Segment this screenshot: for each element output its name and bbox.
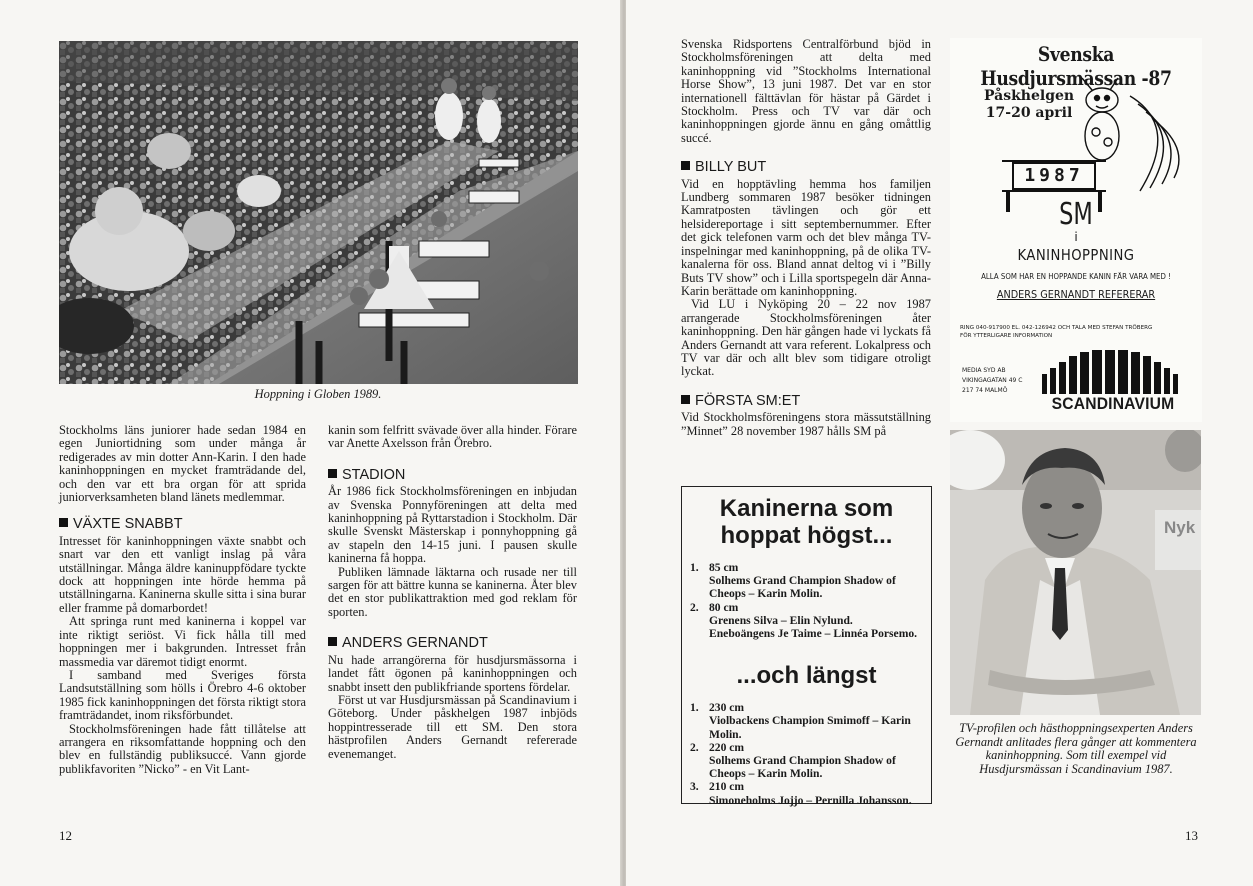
square-bullet-icon (59, 518, 68, 527)
intro-paragraph: Stockholms läns juniorer hade sedan 1984 en egen Juniortidning som under många år redigerades av min dotter Ann-Karin. I den hade kaninhoppningen en mycket framträdande del, och den var ett bra organ för att sprida juniorverksamheten bland länets medlemmar. (59, 423, 306, 505)
square-bullet-icon (681, 395, 690, 404)
poster-event: KANINHOPPNING (1017, 246, 1135, 264)
poster-dates: Påskhelgen 17-20 april (984, 88, 1075, 121)
poster-sm: SM (1059, 197, 1093, 232)
poster-contact: RING 040-917900 EL. 042-126942 OCH TALA MED STEFAN TRÖBERG FÖR YTTERLIGARE INFORMATION (960, 325, 1153, 339)
sign-rail (1002, 160, 1106, 162)
list-item: 3. 210 cm Simoneholms Jojjo – Pernilla Johansson. (690, 780, 912, 807)
results-box (681, 486, 932, 807)
poster-organizer: MEDIA SYD AB VIKINGAGATAN 49 C 217 74 MALMÖ (962, 367, 1023, 394)
poster-line1: ALLA SOM HAR EN HOPPANDE KANIN FÅR VARA MED ! (981, 272, 1171, 281)
section-heading-anders-gernandt: ANDERS GERNANDT (328, 637, 577, 650)
results-list-high (682, 561, 931, 640)
section-heading-billy-but: BILLY BUT (681, 161, 931, 174)
photo-caption-gernandt: TV-profilen och hästhoppningsexperten Anders Gernandt anlitades flera gånger att kommentera kaninhoppning. Som till exempel vid Husdjursmässan i Scandinavium 1987. (955, 721, 1197, 776)
paragraph: Vid en hopptävling hemma hos familjen Lundberg sommaren 1987 besöker tidningen Kamratposten tävlingen och gör ett helsidereportage i sitt septembernummer. Efter det gick telefonen varm och det blev många TV-inspelningar med kaninhoppning, på de olika TV-kanalerna för oss. Bland annat deltog vi i ”Billy Buts TV show” och i Lilla sportspegeln där Anna-Karin berättade om kaninhoppning. (681, 176, 931, 298)
left-column-1 (59, 424, 306, 776)
paragraph: Intresset för kaninhoppningen växte snabbt och snart var den ett vanligt inslag på våra utställningar. Många äldre kaninuppfödare tyckte dock att hoppningen inte hörde hemma på utställningarna. Kaninerna skulle sitta i sina burar eller framme på domarbordet! (59, 533, 306, 615)
paragraph: Vid Stockholmsföreningens stora mässutställning ”Minnet” 28 november 1987 hålls SM på (681, 410, 931, 438)
paragraph: Att springa runt med kaninerna i koppel var inte riktigt seriöst. Vi fick hålla till med hoppningen mer i bakgrunden. Intresset från massmedia var däremot tidigt enormt. (59, 614, 306, 669)
scandinavium-building-icon (1040, 344, 1180, 394)
sign-year: 1987 (1024, 165, 1084, 186)
square-bullet-icon (328, 637, 337, 646)
list-item: 2. 220 cm Solhems Grand Champion Shadow of Cheops – Karin Molin. (690, 740, 896, 781)
paragraph: I samband med Sveriges första Landsutställning som hölls i Örebro 4-6 oktober 1985 fick kaninhoppningen det första riktigt stora framträdandet, inom riksförbundet. (59, 667, 306, 723)
page-number-right: 13 (1185, 828, 1198, 843)
paragraph: Först ut var Husdjursmässan på Scandinavium i Göteborg. Under påskhelgen 1987 inbjöds hoppintresserade till ett SM. Den stora hästprofilen Anders Gernandt refererade evenemanget. (328, 692, 577, 761)
paragraph: Vid LU i Nyköping 20 – 22 nov 1987 arrangerade Stockholmsföreningen åter kaninhoppning. Den här gången hade vi lyckats få Anders Gernandt att vara referent. Lokalpress och TV var där och allt blev som tidigare otroligt lyckat. (681, 297, 931, 379)
square-bullet-icon (328, 469, 337, 478)
sign-rail (1002, 190, 1106, 192)
fair-poster (950, 38, 1202, 422)
poster-line2: ANDERS GERNANDT REFERERAR (996, 288, 1156, 301)
paragraph: År 1986 fick Stockholmsföreningen en inbjudan av Svenska Ponnyföreningen att delta med kaninhoppning på Ryttarstadion i Stockholm. Där skulle Svenskt Mästerskap i ponnyhoppning gå av stapeln den 14-15 juni. I pausen skulle kaninerna få hoppa. (328, 484, 577, 566)
section-heading-vaxte-snabbt: VÄXTE SNABBT (59, 518, 306, 531)
results-list-long (682, 701, 931, 807)
left-column-2 (328, 424, 577, 761)
poster-venue: SCANDINAVIUM (1051, 394, 1175, 413)
paragraph: Svenska Ridsportens Centralförbund bjöd in Stockholmsföreningen att delta med kaninhoppning vid ”Stockholms International Horse Show”, 13 juni 1987. Det var en stor internationell fälttävlan för hästar på Gärdet i Stockholm. Press och TV var där och kaninhoppningen gjorde ännu en gång omåttlig succé. (681, 37, 931, 145)
paragraph: kanin som felfritt svävade över alla hinder. Förare var Anette Axelsson från Örebro. (328, 423, 577, 451)
right-column-1 (681, 38, 931, 438)
poster-sm-i: i (1074, 230, 1078, 244)
page-number-left: 12 (59, 828, 72, 843)
paragraph: Publiken lämnade läktarna och rusade ner till sargen för att bättre kunna se kaninerna. Åter blev det en stor publikattraktion med god reklam för sporten. (328, 564, 577, 619)
paragraph: Stockholmsföreningen hade fått tillåtelse att arrangera en riksomfattande hoppning och den blev en fullständig publiksuccé. Vann gjorde publikfavoriten ”Nicko” - en Vit Lant- (59, 721, 306, 776)
sm-sign-board (1012, 162, 1096, 190)
list-item: 1. 230 cm Violbackens Champion Smimoff – Karin Molin. (690, 701, 911, 741)
photo-caption-globen: Hoppning i Globen 1989. (254, 387, 382, 401)
section-heading-forsta-sm: FÖRSTA SM:ET (681, 395, 931, 408)
portrait-background-sign: Nyk (1164, 518, 1196, 537)
list-item: 1. 85 cm Solhems Grand Champion Shadow of Cheops – Karin Molin. (690, 561, 896, 601)
photo-anders-gernandt (950, 430, 1201, 715)
paragraph: Nu hade arrangörerna för husdjursmässorna i landet fått ögonen på kaninhoppningen och snabbt insett den publikfriande sportens fördelar. (328, 652, 577, 694)
section-heading-stadion: STADION (328, 469, 577, 482)
list-item: 2. 80 cm Grenens Silva – Elin Nylund. Eneboängens Je Taime – Linnéa Porsemo. (690, 600, 918, 641)
results-heading-high: Kaninerna som hoppat högst... (719, 495, 894, 549)
poster-title: Svenska Husdjursmässan -87 (980, 42, 1172, 90)
photo-rabbit-jumping-globen (59, 41, 578, 384)
results-heading-long: ...och längst (736, 662, 877, 690)
square-bullet-icon (681, 161, 690, 170)
